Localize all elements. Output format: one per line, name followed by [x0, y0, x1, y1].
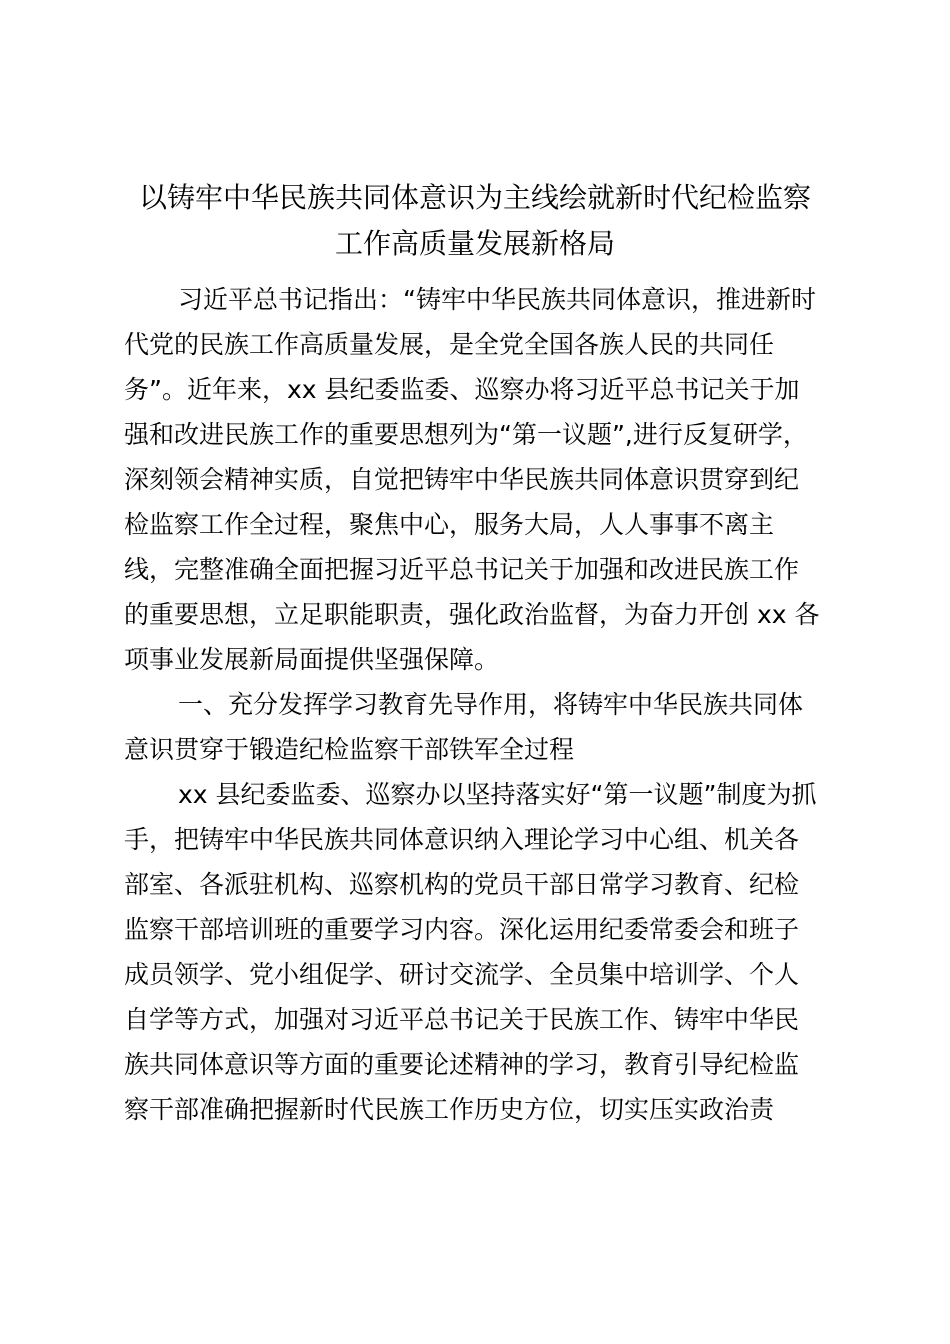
document-title-line-2: 工作高质量发展新格局	[334, 227, 615, 260]
paragraph-line: 务”。近年来，xx 县纪委监委、巡察办将习近平总书记关于加	[124, 375, 800, 404]
paragraph-line: 习近平总书记指出：“铸牢中华民族共同体意识，推进新时	[178, 285, 816, 314]
document-title-line-1: 以铸牢中华民族共同体意识为主线绘就新时代纪检监察	[138, 181, 811, 214]
paragraph-line: 成员领学、党小组促学、研讨交流学、全员集中培训学、个人	[124, 960, 800, 989]
paragraph-line: 强和改进民族工作的重要思想列为“第一议题”,进行反复研学，	[124, 420, 808, 449]
paragraph-line: 察干部准确把握新时代民族工作历史方位，切实压实政治责	[124, 1095, 775, 1124]
paragraph-line: 族共同体意识等方面的重要论述精神的学习，教育引导纪检监	[124, 1050, 800, 1079]
paragraph-line: xx 县纪委监委、巡察办以坚持落实好“第一议题”制度为抓	[178, 780, 817, 809]
paragraph-line: 部室、各派驻机构、巡察机构的党员干部日常学习教育、纪检	[124, 870, 800, 899]
paragraph-line: 检监察工作全过程，聚焦中心，服务大局，人人事事不离主	[124, 510, 775, 539]
section-heading-line: 意识贯穿于锻造纪检监察干部铁军全过程	[124, 735, 575, 764]
paragraph-line: 深刻领会精神实质，自觉把铸牢中华民族共同体意识贯穿到纪	[124, 465, 800, 494]
paragraph-line: 项事业发展新局面提供坚强保障。	[124, 645, 500, 674]
paragraph-line: 监察干部培训班的重要学习内容。深化运用纪委常委会和班子	[124, 915, 800, 944]
paragraph-line: 自学等方式，加强对习近平总书记关于民族工作、铸牢中华民	[124, 1005, 800, 1034]
paragraph-line: 的重要思想，立足职能职责，强化政治监督，为奋力开创 xx 各	[124, 600, 820, 629]
paragraph-line: 线，完整准确全面把握习近平总书记关于加强和改进民族工作	[124, 555, 800, 584]
section-heading-line: 一、充分发挥学习教育先导作用，将铸牢中华民族共同体	[178, 690, 804, 719]
paragraph-line: 手，把铸牢中华民族共同体意识纳入理论学习中心组、机关各	[124, 825, 800, 854]
paragraph-line: 代党的民族工作高质量发展，是全党全国各族人民的共同任	[124, 330, 775, 359]
